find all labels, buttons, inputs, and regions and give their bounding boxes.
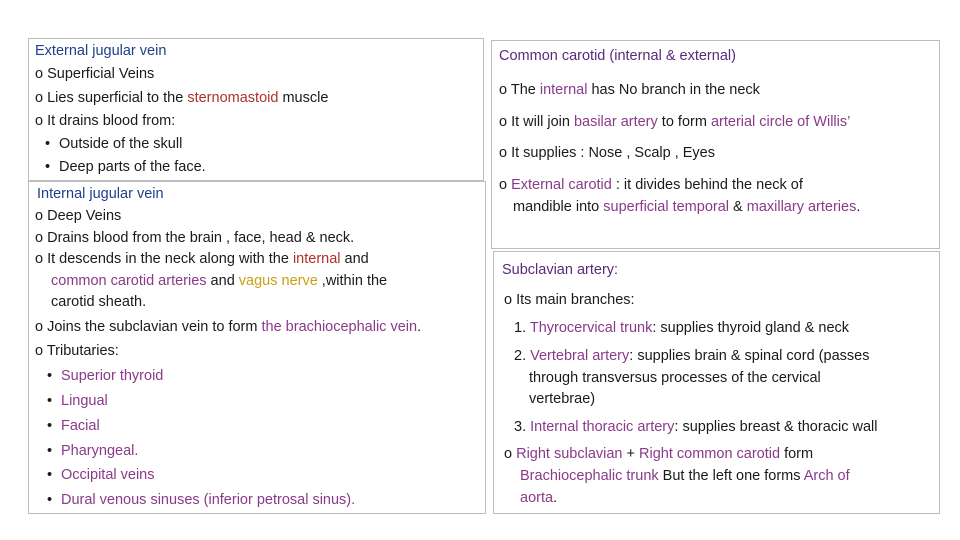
text-line: carotid sheath.: [51, 294, 147, 310]
text-line: o It drains blood from:: [35, 113, 176, 129]
text-line: vertebrae): [529, 391, 596, 407]
text-line: o The internal has No branch in the neck: [499, 82, 760, 98]
bullet-item: • Deep parts of the face.: [45, 159, 206, 175]
tributary-item: • Occipital veins: [47, 467, 155, 483]
text-line: o Right subclavian + Right common carotid form: [504, 446, 814, 462]
text-line: o It supplies : Nose , Scalp , Eyes: [499, 145, 715, 161]
bullet-item: • Outside of the skull: [45, 136, 183, 152]
text-line: o Lies superficial to the sternomastoid muscle: [35, 90, 329, 106]
text-line: o Superficial Veins: [35, 66, 155, 82]
text-line: o It will join basilar artery to form arterial circle of Willis’: [499, 114, 851, 130]
common-carotid-title: Common carotid (internal & external): [499, 48, 736, 64]
external-jugular-title: External jugular vein: [35, 43, 167, 59]
tributary-item: • Dural venous sinuses (inferior petrosal sinus).: [47, 492, 356, 508]
text-line: common carotid arteries and vagus nerve ,within the: [51, 273, 388, 289]
external-jugular-box: [28, 38, 484, 181]
text-line: o Drains blood from the brain , face, head & neck.: [35, 230, 355, 246]
text-line: o Tributaries:: [35, 343, 119, 359]
tributary-item: • Pharyngeal.: [47, 443, 139, 459]
subclavian-title: Subclavian artery:: [502, 262, 619, 278]
text-line: Brachiocephalic trunk But the left one forms Arch of: [520, 468, 850, 484]
text-line: mandible into superficial temporal & maxillary arteries.: [513, 199, 861, 215]
subclavian-box: [493, 251, 940, 514]
branch-item: 2. Vertebral artery: supplies brain & spinal cord (passes: [514, 348, 870, 364]
tributary-item: • Facial: [47, 418, 100, 434]
branch-item: 1. Thyrocervical trunk: supplies thyroid gland & neck: [514, 320, 850, 336]
text-line: o Deep Veins: [35, 208, 122, 224]
tributary-item: • Superior thyroid: [47, 368, 164, 384]
tributary-item: • Lingual: [47, 393, 108, 409]
common-carotid-box: [491, 40, 940, 249]
text-line: o Its main branches:: [504, 292, 635, 308]
internal-jugular-box: [28, 181, 486, 514]
text-line: o Joins the subclavian vein to form the brachiocephalic vein.: [35, 319, 422, 335]
text-line: o External carotid : it divides behind the neck of: [499, 177, 803, 193]
internal-jugular-title: Internal jugular vein: [37, 186, 164, 202]
text-line: o It descends in the neck along with the internal and: [35, 251, 369, 267]
text-line: aorta.: [520, 490, 558, 506]
text-line: through transversus processes of the cervical: [529, 370, 821, 386]
branch-item: 3. Internal thoracic artery: supplies breast & thoracic wall: [514, 419, 878, 435]
